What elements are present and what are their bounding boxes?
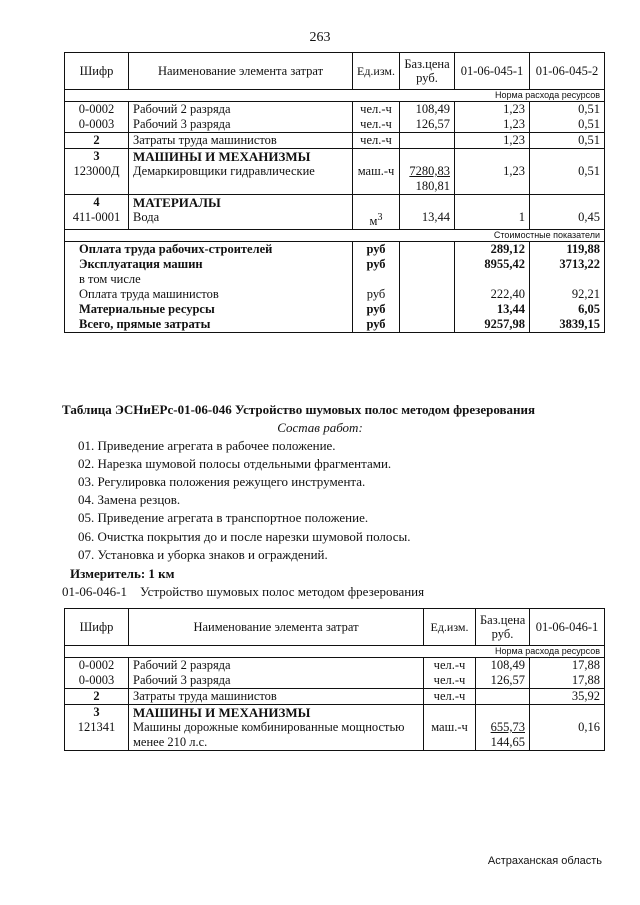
resource-table-046 — [64, 608, 605, 751]
header-unit: Ед.изм. — [353, 53, 400, 90]
measure: Измеритель: 1 км — [70, 566, 175, 581]
header-name: Наименование элемента затрат — [129, 609, 424, 646]
work-item: 06. Очистка покрытия до и после нарезки шумовой полосы. — [78, 529, 411, 544]
cost-row: Оплата труда машинистов руб 222,40 92,21 — [65, 287, 605, 302]
band-norms: Норма расхода ресурсов — [65, 90, 605, 102]
table-row: 123000Д Демаркировщики гидравлические маш.-ч 7280,83 1,23 0,51 — [65, 164, 605, 179]
cost-row: Материальные ресурсы руб 13,44 6,05 — [65, 302, 605, 317]
work-item: 01. Приведение агрегата в рабочее положение. — [78, 438, 336, 453]
header-price: Баз.цена руб. — [476, 609, 530, 646]
work-item: 03. Регулировка положения режущего инструмента. — [78, 474, 366, 489]
table-row: 0-0003 Рабочий 3 разряда чел.-ч 126,57 1,23 0,51 — [65, 117, 605, 133]
header-code: Шифр — [65, 53, 129, 90]
cost-row: Оплата труда рабочих-строителей руб 289,12 119,88 — [65, 242, 605, 258]
table-row: менее 210 л.с. 144,65 — [65, 735, 605, 751]
band-norms: Норма расхода ресурсов — [65, 646, 605, 658]
table-row: 411-0001 Вода $м^3$ 13,44 1 0,45 — [65, 210, 605, 230]
cost-row: Всего, прямые затраты руб 9257,98 3839,15 — [65, 317, 605, 333]
section-title: Таблица ЭСНиЕРс-01-06-046 Устройство шумовых полос методом фрезерования — [62, 402, 536, 417]
header-col1: 01-06-045-1 — [455, 53, 530, 90]
work-item: 04. Замена резцов. — [78, 492, 181, 507]
work-item: 02. Нарезка шумовой полосы отдельными фрагментами. — [78, 456, 392, 471]
work-item: 07. Установка и уборка знаков и ограждений. — [78, 547, 328, 562]
table-row: 2 Затраты труда машинистов чел.-ч 35,92 — [65, 689, 605, 705]
resource-table-045 — [64, 52, 605, 333]
footer-region: Астраханская область — [487, 855, 602, 867]
table-row: 0-0002 Рабочий 2 разряда чел.-ч 108,49 1,23 0,51 — [65, 102, 605, 118]
table-row: 121341 Машины дорожные комбинированные мощностью маш.-ч 655,73 0,16 — [65, 720, 605, 735]
section-row-machines: 3 МАШИНЫ И МЕХАНИЗМЫ — [65, 705, 605, 721]
table-row: 0-0003 Рабочий 3 разряда чел.-ч 126,57 17,88 — [65, 673, 605, 689]
cost-row: Эксплуатация машин руб 8955,42 3713,22 — [65, 257, 605, 272]
composition-title: Состав работ: — [277, 420, 363, 435]
table-header — [65, 53, 605, 90]
table-row: 0-0002 Рабочий 2 разряда чел.-ч 108,49 17,88 — [65, 658, 605, 674]
table-row: 2 Затраты труда машинистов чел.-ч 1,23 0,51 — [65, 133, 605, 149]
header-col2: 01-06-045-2 — [530, 53, 605, 90]
header-col1: 01-06-046-1 — [530, 609, 605, 646]
band-costs: Стоимостные показатели — [65, 230, 605, 242]
work-item: 05. Приведение агрегата в транспортное положение. — [78, 510, 369, 525]
subtitle: 01-06-046-1 Устройство шумовых полос методом фрезерования — [62, 584, 425, 599]
header-code: Шифр — [65, 609, 129, 646]
cost-row: в том числе — [65, 272, 605, 287]
header-unit: Ед.изм. — [424, 609, 476, 646]
section-row-machines: 3 МАШИНЫ И МЕХАНИЗМЫ — [65, 149, 605, 165]
header-price: Баз.цена руб. — [400, 53, 455, 90]
table-row: 180,81 — [65, 179, 605, 195]
section-row-materials: 4 МАТЕРИАЛЫ — [65, 195, 605, 211]
table-header — [65, 609, 605, 646]
header-name: Наименование элемента затрат — [129, 53, 353, 90]
page-number: 263 — [309, 30, 331, 45]
